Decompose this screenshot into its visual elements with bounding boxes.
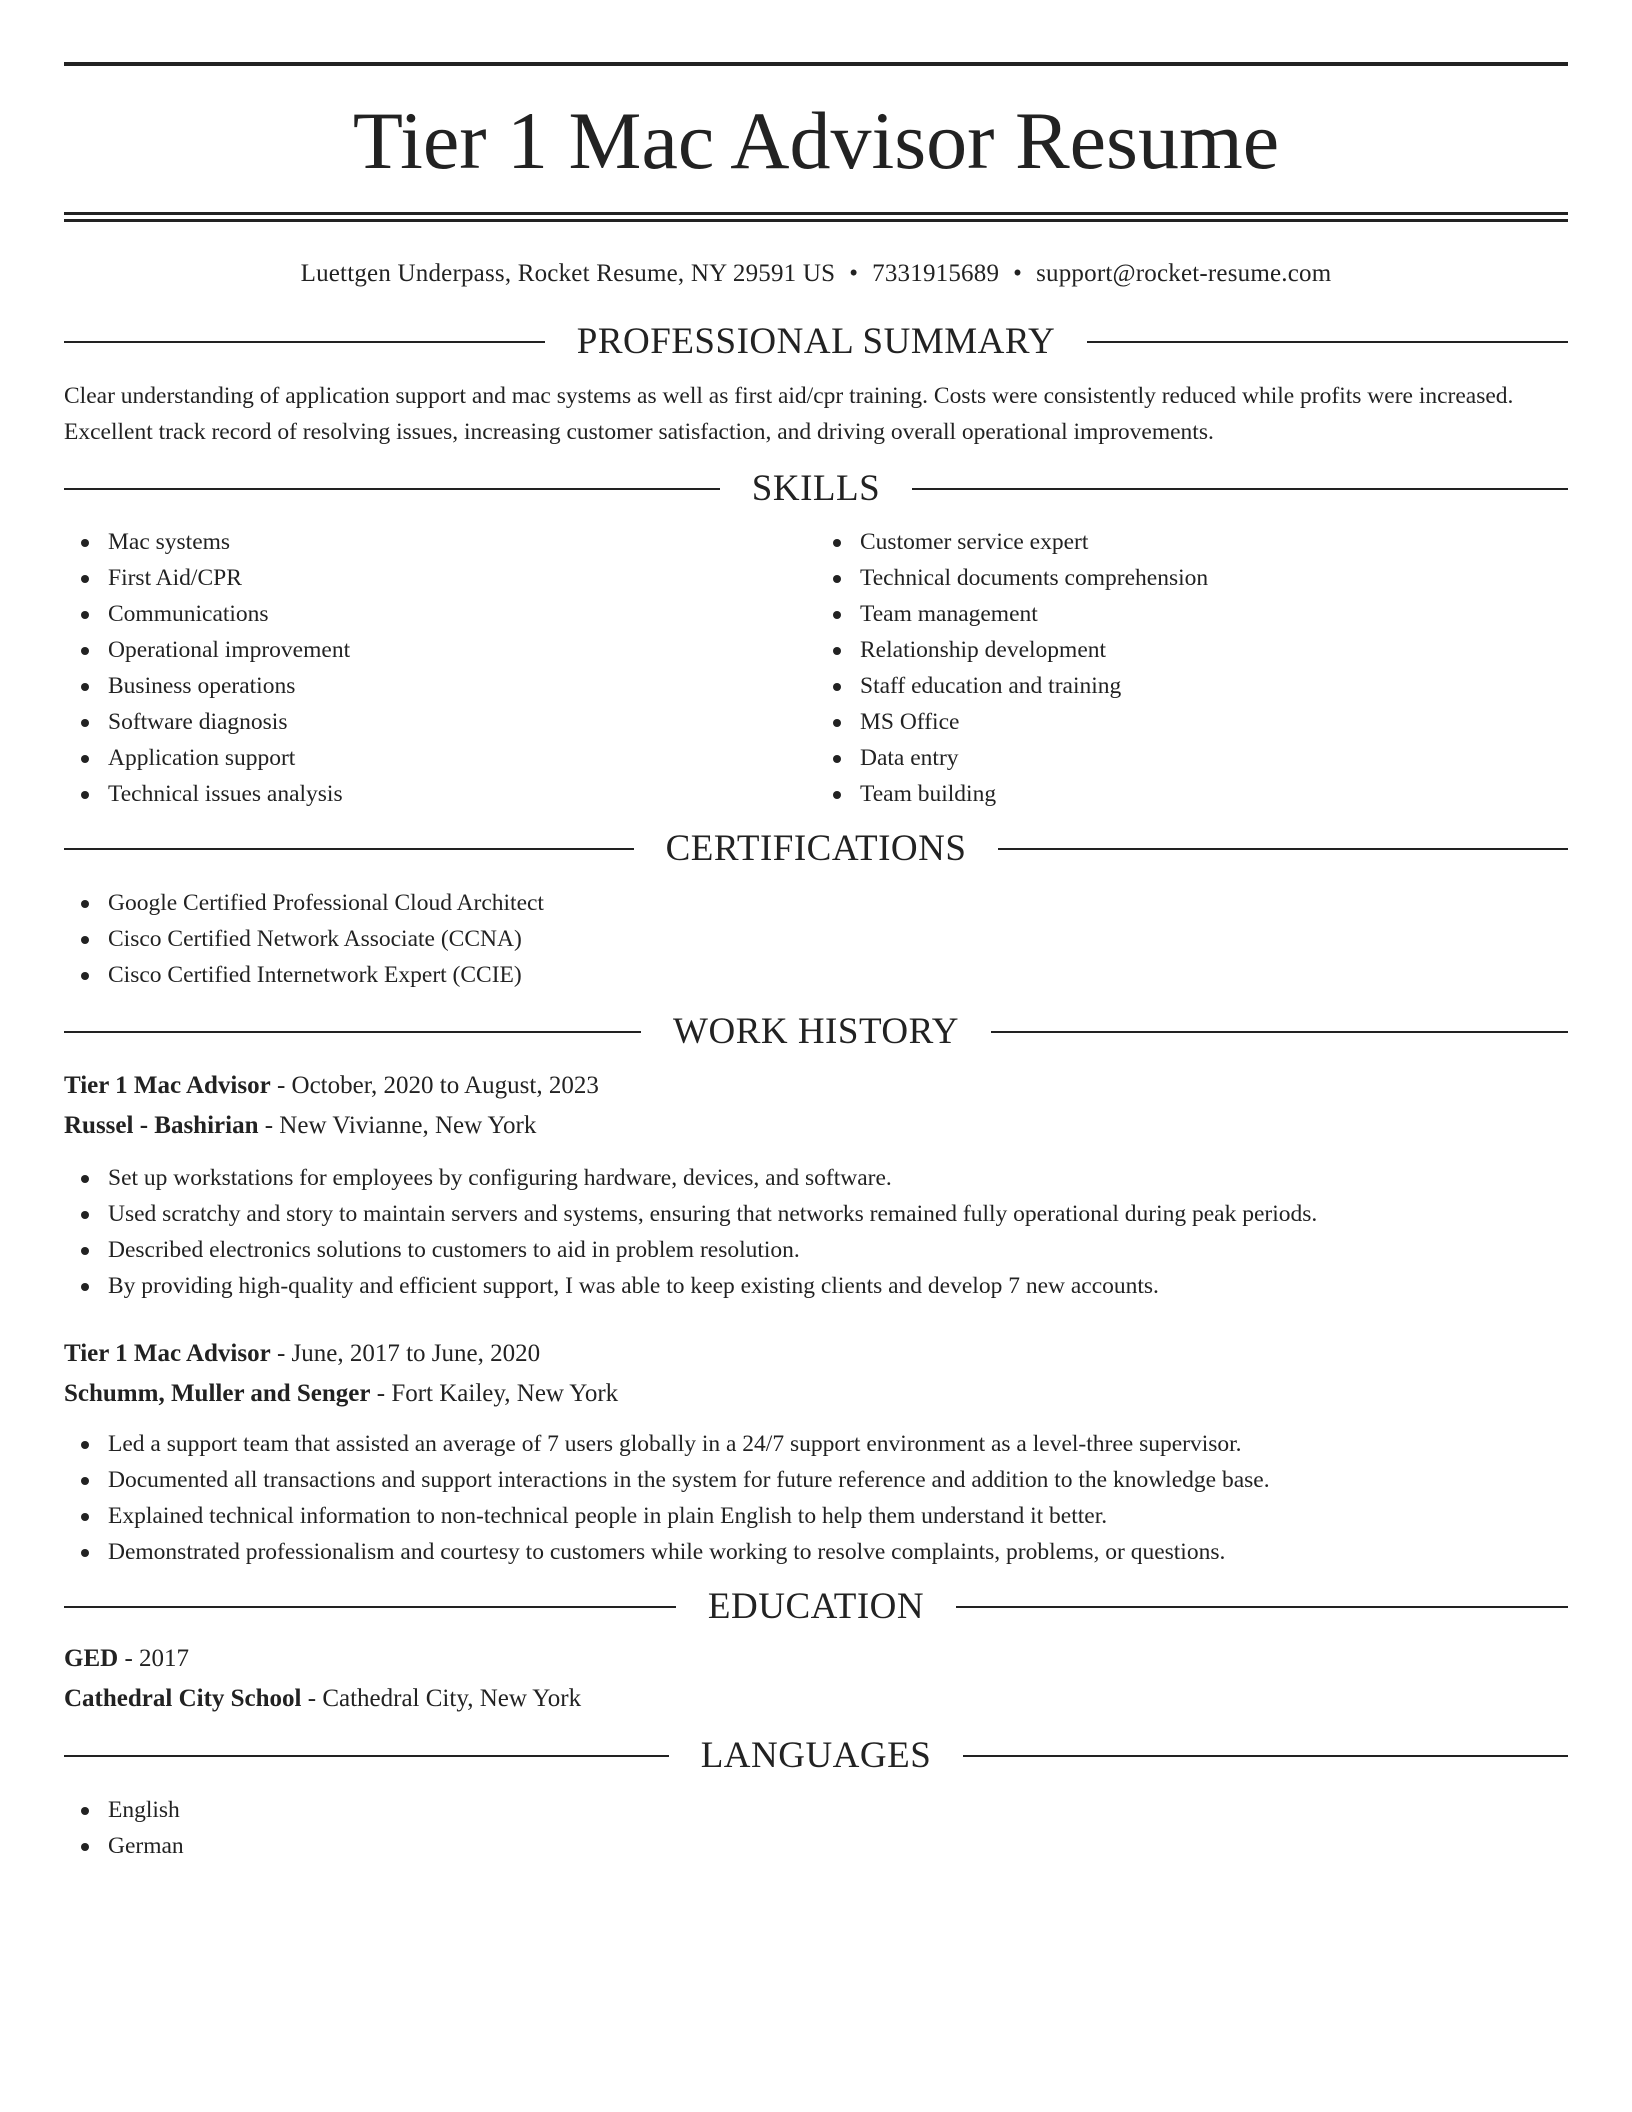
education-degree-line bbox=[64, 1639, 1568, 1679]
heading-rule-right bbox=[956, 1606, 1568, 1608]
heading-rule-right bbox=[1087, 341, 1568, 343]
heading-rule-left bbox=[64, 341, 545, 343]
job-title: Tier 1 Mac Advisor bbox=[64, 1072, 271, 1099]
skill-item: Mac systems bbox=[64, 524, 816, 560]
skill-item: Technical documents comprehension bbox=[816, 560, 1568, 596]
summary-text: Clear understanding of application support and mac systems as well as first aid/cpr training. Costs were consistently reduced while profits were increased. Excellent track record of resolving issues, increasing customer satisfaction, and driving overall operational improvements. bbox=[64, 383, 1514, 445]
skill-item: Software diagnosis bbox=[64, 704, 816, 740]
job-company: Schumm, Muller and Senger bbox=[64, 1380, 371, 1407]
job-company-line bbox=[64, 1374, 1568, 1414]
job-duty-item: Led a support team that assisted an average of 7 users globally in a 24/7 support environment as a level-three supervisor. bbox=[64, 1426, 1568, 1462]
skills-right-list bbox=[816, 524, 1568, 812]
job-company: Russel - Bashirian bbox=[64, 1112, 259, 1139]
skills-left-column bbox=[64, 524, 816, 812]
education-school: Cathedral City School bbox=[64, 1685, 302, 1712]
heading-rule-right bbox=[963, 1755, 1568, 1757]
skills-columns bbox=[64, 524, 1568, 812]
top-rule bbox=[64, 62, 1568, 66]
heading-rule-left bbox=[64, 1606, 676, 1608]
job-title: Tier 1 Mac Advisor bbox=[64, 1340, 271, 1367]
contact-phone: 7331915689 bbox=[872, 260, 1000, 287]
section-heading-summary bbox=[64, 322, 1568, 362]
skill-item: Team management bbox=[816, 596, 1568, 632]
certification-item: Cisco Certified Network Associate (CCNA) bbox=[64, 921, 1568, 957]
education-location: - Cathedral City, New York bbox=[301, 1685, 582, 1712]
job-dates: - October, 2020 to August, 2023 bbox=[270, 1072, 599, 1099]
skill-item: MS Office bbox=[816, 704, 1568, 740]
certification-item: Cisco Certified Internetwork Expert (CCIE) bbox=[64, 957, 1568, 993]
skill-item: Staff education and training bbox=[816, 668, 1568, 704]
section-title: SKILLS bbox=[751, 468, 881, 509]
education-degree: GED bbox=[64, 1645, 119, 1672]
skill-item: Data entry bbox=[816, 740, 1568, 776]
contact-separator: • bbox=[1013, 260, 1023, 287]
job-duties-list bbox=[64, 1426, 1568, 1570]
education-year: - 2017 bbox=[118, 1645, 190, 1672]
contact-email: support@rocket-resume.com bbox=[1036, 260, 1332, 287]
section-heading-skills bbox=[64, 469, 1568, 509]
skill-item: Technical issues analysis bbox=[64, 776, 816, 812]
job-title-line bbox=[64, 1334, 1568, 1374]
job-duty-item: By providing high-quality and efficient support, I was able to keep existing clients and develop 7 new accounts. bbox=[64, 1268, 1568, 1304]
job-dates: - June, 2017 to June, 2020 bbox=[270, 1340, 541, 1367]
job-duty-item: Explained technical information to non-technical people in plain English to help them understand it better. bbox=[64, 1498, 1568, 1534]
skills-right-column bbox=[816, 524, 1568, 812]
resume-title: Tier 1 Mac Advisor Resume bbox=[352, 95, 1280, 186]
skills-left-list bbox=[64, 524, 816, 812]
section-heading-education bbox=[64, 1587, 1568, 1627]
job-duty-item: Documented all transactions and support interactions in the system for future reference and addition to the knowledge base. bbox=[64, 1462, 1568, 1498]
section-heading-languages bbox=[64, 1736, 1568, 1776]
skill-item: Application support bbox=[64, 740, 816, 776]
heading-rule-right bbox=[912, 488, 1568, 490]
language-item: English bbox=[64, 1792, 1568, 1828]
skill-item: Operational improvement bbox=[64, 632, 816, 668]
education-school-line bbox=[64, 1679, 1568, 1719]
contact-separator: • bbox=[849, 260, 859, 287]
heading-rule-left bbox=[64, 1755, 669, 1757]
section-heading-certifications bbox=[64, 829, 1568, 869]
heading-rule-right bbox=[998, 848, 1568, 850]
heading-rule-right bbox=[991, 1031, 1568, 1033]
skill-item: Business operations bbox=[64, 668, 816, 704]
job-duty-item: Described electronics solutions to customers to aid in problem resolution. bbox=[64, 1232, 1568, 1268]
job-duty-item: Demonstrated professionalism and courtesy to customers while working to resolve complaints, problems, or questions. bbox=[64, 1534, 1568, 1570]
language-item: German bbox=[64, 1828, 1568, 1864]
section-title: LANGUAGES bbox=[700, 1735, 932, 1776]
skill-item: Team building bbox=[816, 776, 1568, 812]
job-duty-item: Set up workstations for employees by configuring hardware, devices, and software. bbox=[64, 1160, 1568, 1196]
certification-item: Google Certified Professional Cloud Architect bbox=[64, 885, 1568, 921]
contact-line bbox=[64, 259, 1568, 289]
section-title: PROFESSIONAL SUMMARY bbox=[576, 321, 1056, 362]
languages-list bbox=[64, 1792, 1568, 1864]
skill-item: Communications bbox=[64, 596, 816, 632]
heading-rule-left bbox=[64, 1031, 641, 1033]
heading-rule-left bbox=[64, 488, 720, 490]
skill-item: Customer service expert bbox=[816, 524, 1568, 560]
job-location: - Fort Kailey, New York bbox=[370, 1380, 619, 1407]
heading-rule-left bbox=[64, 848, 634, 850]
job-entry bbox=[64, 1066, 1568, 1304]
education-entry bbox=[64, 1639, 1568, 1719]
job-duty-item: Used scratchy and story to maintain servers and systems, ensuring that networks remained fully operational during peak periods. bbox=[64, 1196, 1568, 1232]
section-title: EDUCATION bbox=[707, 1586, 925, 1627]
skill-item: First Aid/CPR bbox=[64, 560, 816, 596]
job-entry bbox=[64, 1334, 1568, 1570]
section-title: CERTIFICATIONS bbox=[665, 828, 967, 869]
job-company-line bbox=[64, 1106, 1568, 1146]
job-location: - New Vivianne, New York bbox=[258, 1112, 537, 1139]
section-title: WORK HISTORY bbox=[673, 1011, 959, 1052]
job-duties-list bbox=[64, 1160, 1568, 1304]
job-title-line bbox=[64, 1066, 1568, 1106]
section-heading-work-history bbox=[64, 1012, 1568, 1052]
certifications-list bbox=[64, 885, 1568, 993]
skill-item: Relationship development bbox=[816, 632, 1568, 668]
contact-address: Luettgen Underpass, Rocket Resume, NY 29591 US bbox=[300, 260, 836, 287]
title-double-rule bbox=[64, 212, 1568, 222]
